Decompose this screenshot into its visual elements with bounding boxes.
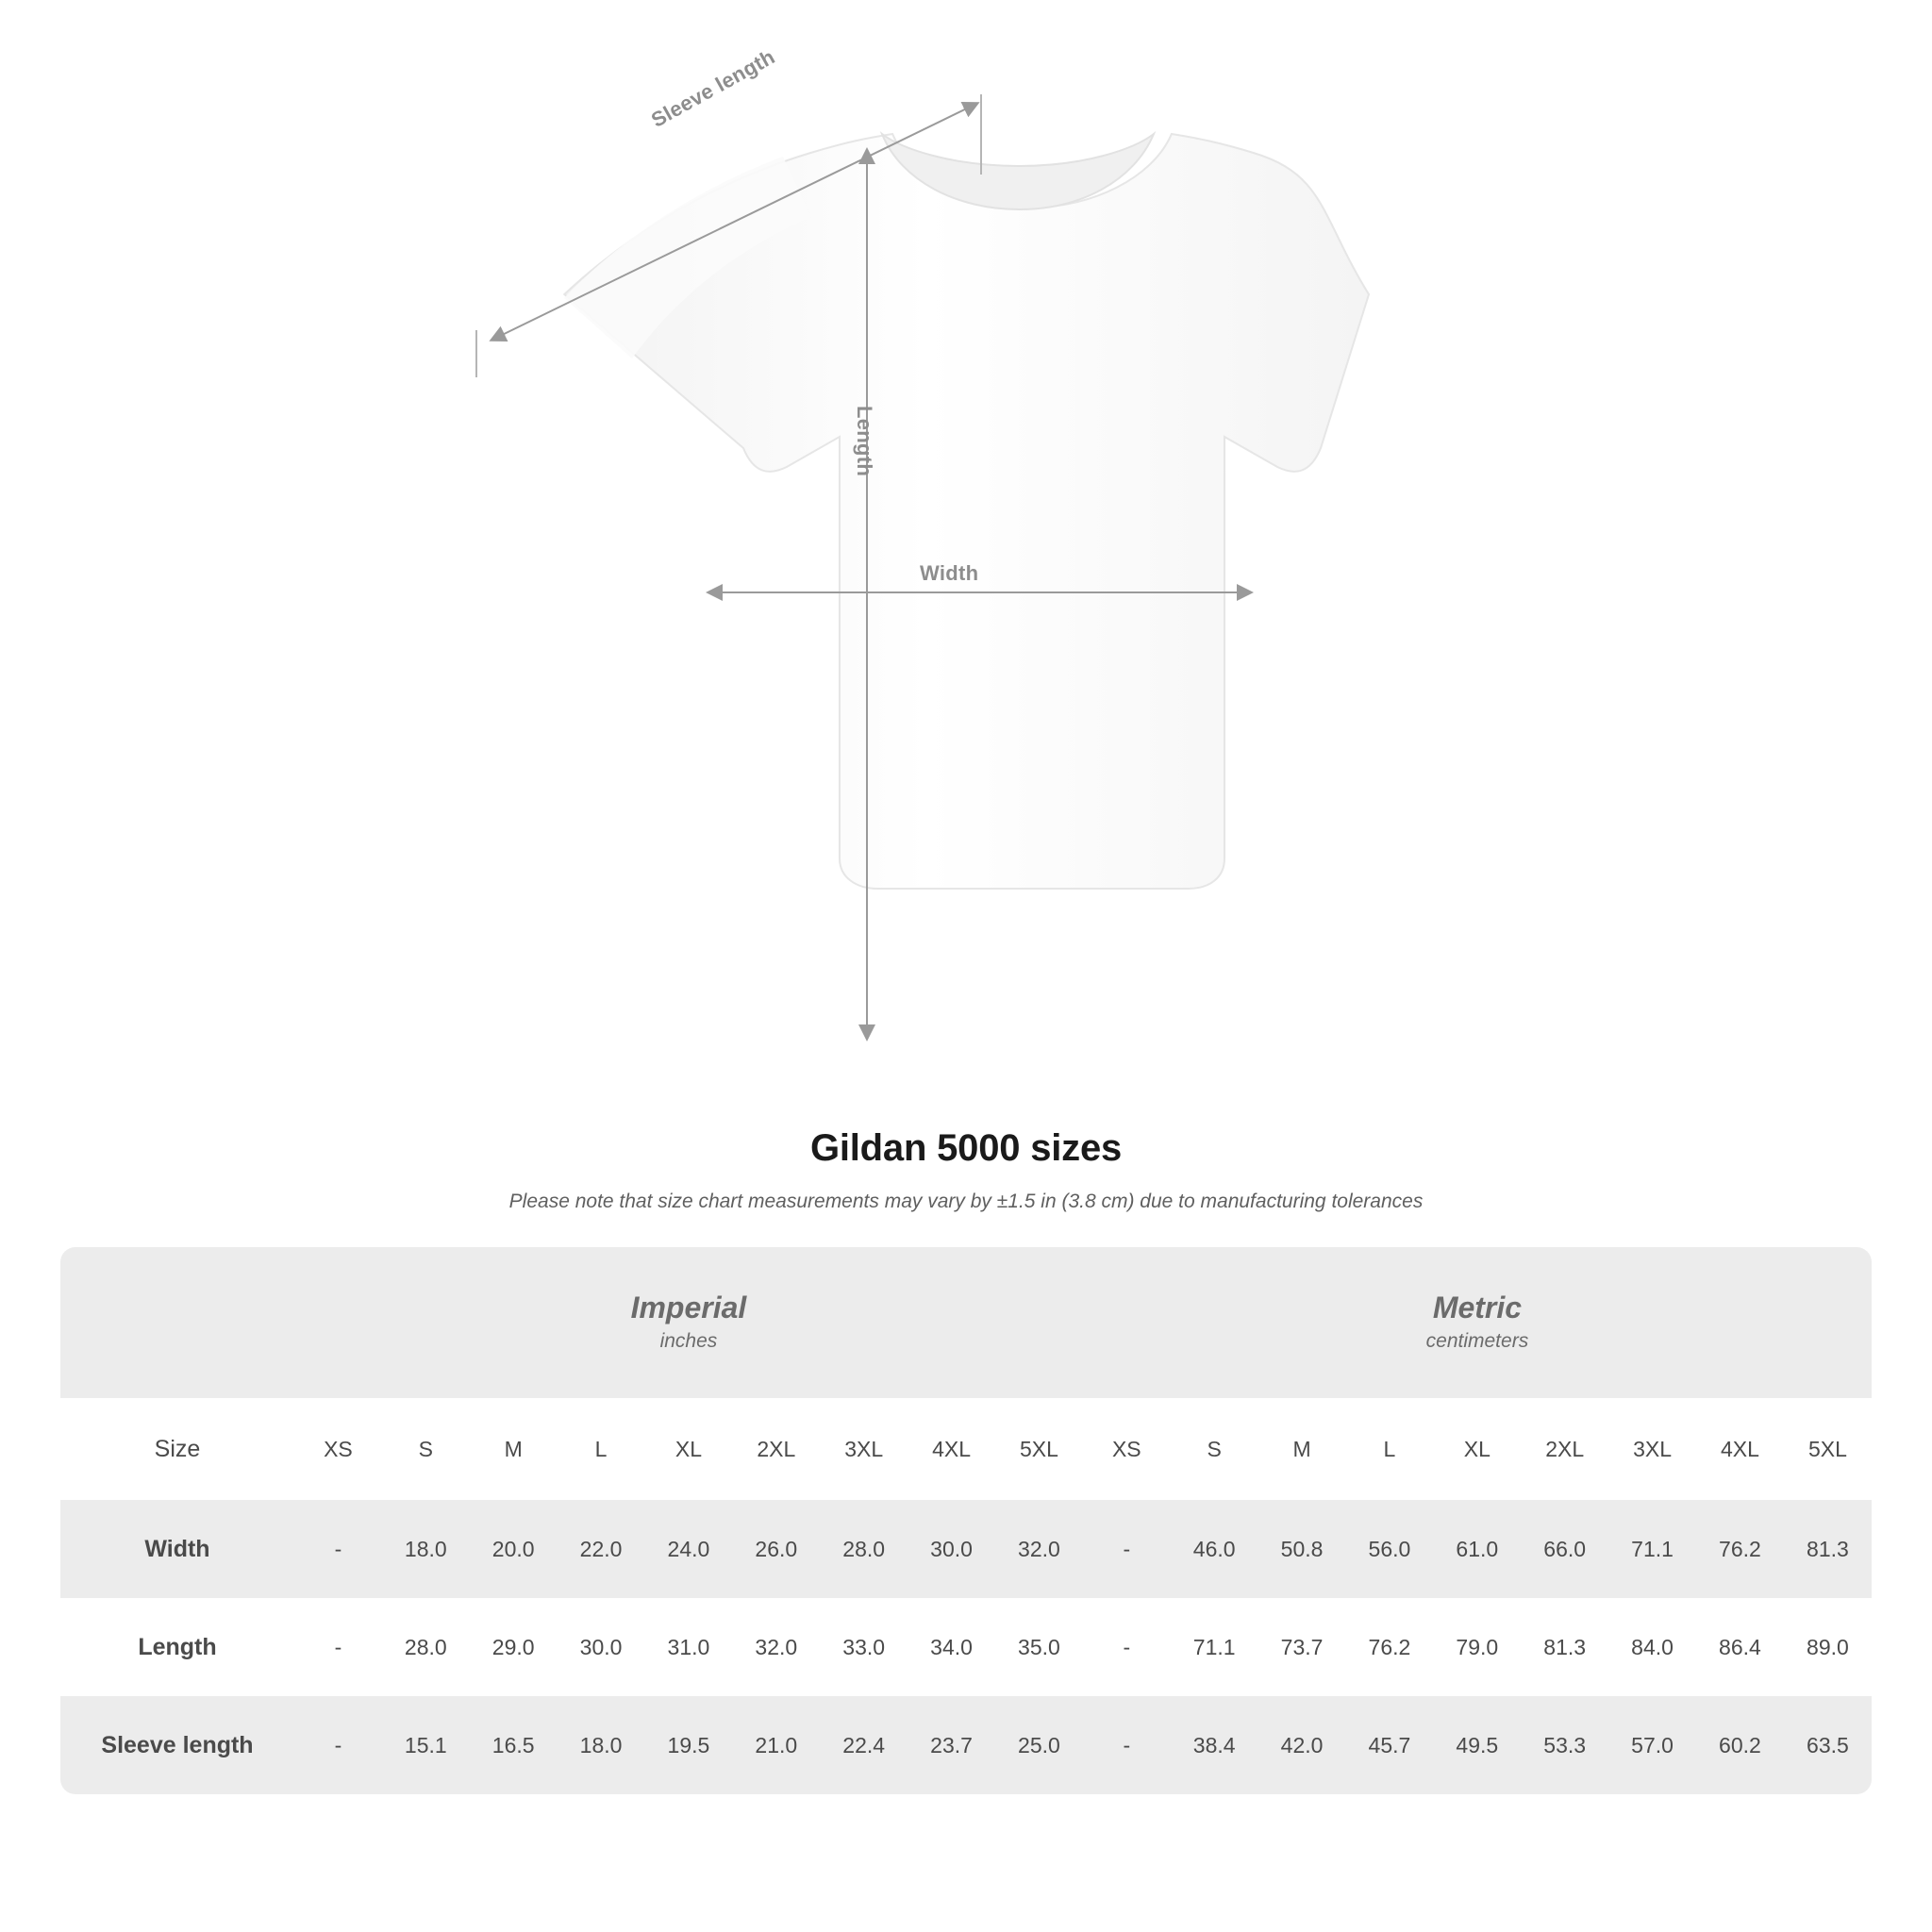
cell-width-imperial-4xl: 30.0 [908,1500,995,1598]
unit-name-metric: Metric [1432,1291,1523,1325]
size-header-metric-4xl: 4XL [1696,1398,1784,1500]
cell-length-metric-5xl: 89.0 [1807,1634,1849,1659]
cell-width-imperial-xl: 24.0 [645,1500,733,1598]
unit-sub-metric: centimeters [1425,1330,1529,1353]
cell-length-imperial-s: 28.0 [404,1634,447,1659]
cell-sleeve-metric-xs: - [1083,1696,1171,1794]
row-label-width: Width [60,1500,294,1598]
cell-width-imperial-2xl: 26.0 [732,1500,820,1598]
cell-sleeve-metric-s: 38.4 [1171,1696,1258,1794]
cell-sleeve-imperial-3xl: 22.4 [820,1696,908,1794]
size-header-imperial-s: S [382,1398,470,1500]
cell-length-metric-s: 71.1 [1192,1634,1236,1659]
cell-length-imperial-m: 29.0 [491,1634,535,1659]
size-header-metric-xs: XS [1083,1398,1171,1500]
size-chart-table-wrap [60,1247,1872,1794]
size-header-metric-l: L [1346,1398,1434,1500]
cell-width-imperial-l: 22.0 [558,1500,645,1598]
cell-width-imperial-5xl: 32.0 [995,1500,1083,1598]
cell-width-metric-l: 56.0 [1346,1500,1434,1598]
cell-length-imperial-l: 30.0 [579,1634,623,1659]
cell-sleeve-imperial-xs: - [294,1696,382,1794]
size-header-metric-xl: XL [1433,1398,1521,1500]
table-row [60,1500,1872,1598]
cell-length-metric-4xl: 86.4 [1719,1634,1761,1659]
cell-length-imperial-3xl: 33.0 [842,1634,886,1659]
cell-width-imperial-s: 18.0 [382,1500,470,1598]
cell-width-imperial-m: 20.0 [470,1500,558,1598]
size-header-imperial-xl: XL [645,1398,733,1500]
cell-sleeve-metric-xl: 49.5 [1433,1696,1521,1794]
cell-sleeve-imperial-l: 18.0 [558,1696,645,1794]
cell-length-metric-xl: 79.0 [1456,1634,1499,1659]
cell-length-metric-m: 73.7 [1280,1634,1324,1659]
size-header-imperial-2xl: 2XL [732,1398,820,1500]
cell-width-metric-5xl: 81.3 [1784,1500,1872,1598]
size-header-imperial-5xl: 5XL [995,1398,1083,1500]
size-header-metric-3xl: 3XL [1608,1398,1696,1500]
cell-sleeve-metric-3xl: 57.0 [1608,1696,1696,1794]
size-header-row [60,1398,1872,1500]
cell-sleeve-imperial-4xl: 23.7 [908,1696,995,1794]
unit-sub-imperial: inches [659,1330,718,1353]
cell-length-metric-2xl: 81.3 [1543,1634,1587,1659]
size-header-metric-5xl: 5XL [1784,1398,1872,1500]
size-header-imperial-4xl: 4XL [908,1398,995,1500]
unit-header-metric [1083,1247,1872,1398]
cell-sleeve-metric-l: 45.7 [1346,1696,1434,1794]
cell-width-metric-m: 50.8 [1258,1500,1346,1598]
cell-sleeve-imperial-2xl: 21.0 [732,1696,820,1794]
cell-sleeve-imperial-5xl: 25.0 [995,1696,1083,1794]
table-row [60,1696,1872,1794]
cell-length-imperial-5xl: 35.0 [1018,1634,1060,1659]
cell-length-imperial-xs: - [334,1634,342,1659]
row-label-sleeve-length: Sleeve length [60,1696,294,1794]
cell-sleeve-metric-5xl: 63.5 [1784,1696,1872,1794]
row-label-length: Length [138,1633,217,1660]
size-header-imperial-m: M [470,1398,558,1500]
label-width: Width [920,561,979,585]
page-subtitle: Please note that size chart measurements may vary by ±1.5 in (3.8 cm) due to manufacturing tolerances [508,1191,1424,1212]
label-length: Length [853,406,876,477]
unit-header-spacer [60,1247,294,1398]
cell-sleeve-imperial-m: 16.5 [470,1696,558,1794]
cell-sleeve-metric-4xl: 60.2 [1696,1696,1784,1794]
table-row [60,1598,1872,1696]
size-header-label: Size [60,1398,294,1500]
cell-length-metric-l: 76.2 [1368,1634,1411,1659]
cell-sleeve-imperial-xl: 19.5 [645,1696,733,1794]
label-sleeve-length: Sleeve length [647,44,779,132]
cell-sleeve-metric-2xl: 53.3 [1521,1696,1608,1794]
unit-header-imperial [294,1247,1083,1398]
cell-width-metric-xs: - [1083,1500,1171,1598]
cell-width-metric-3xl: 71.1 [1608,1500,1696,1598]
cell-length-imperial-xl: 31.0 [667,1634,710,1659]
size-header-imperial-3xl: 3XL [820,1398,908,1500]
size-header-metric-s: S [1171,1398,1258,1500]
size-header-imperial-xs: XS [294,1398,382,1500]
size-header-metric-m: M [1258,1398,1346,1500]
title-block [0,1127,1932,1213]
cell-width-metric-s: 46.0 [1171,1500,1258,1598]
page-title: Gildan 5000 sizes [809,1127,1123,1169]
cell-width-metric-4xl: 76.2 [1696,1500,1784,1598]
cell-length-metric-xs: - [1123,1634,1131,1659]
cell-sleeve-metric-m: 42.0 [1258,1696,1346,1794]
cell-width-metric-2xl: 66.0 [1521,1500,1608,1598]
cell-length-metric-3xl: 84.0 [1631,1634,1674,1659]
cell-length-imperial-4xl: 34.0 [930,1634,973,1659]
unit-header-row [60,1247,1872,1398]
cell-sleeve-imperial-s: 15.1 [382,1696,470,1794]
size-header-metric-2xl: 2XL [1521,1398,1608,1500]
cell-width-metric-xl: 61.0 [1433,1500,1521,1598]
cell-width-imperial-xs: - [294,1500,382,1598]
size-chart-table [60,1247,1872,1794]
size-header-imperial-l: L [558,1398,645,1500]
cell-width-imperial-3xl: 28.0 [820,1500,908,1598]
cell-length-imperial-2xl: 32.0 [755,1634,798,1659]
unit-name-imperial: Imperial [630,1291,747,1325]
